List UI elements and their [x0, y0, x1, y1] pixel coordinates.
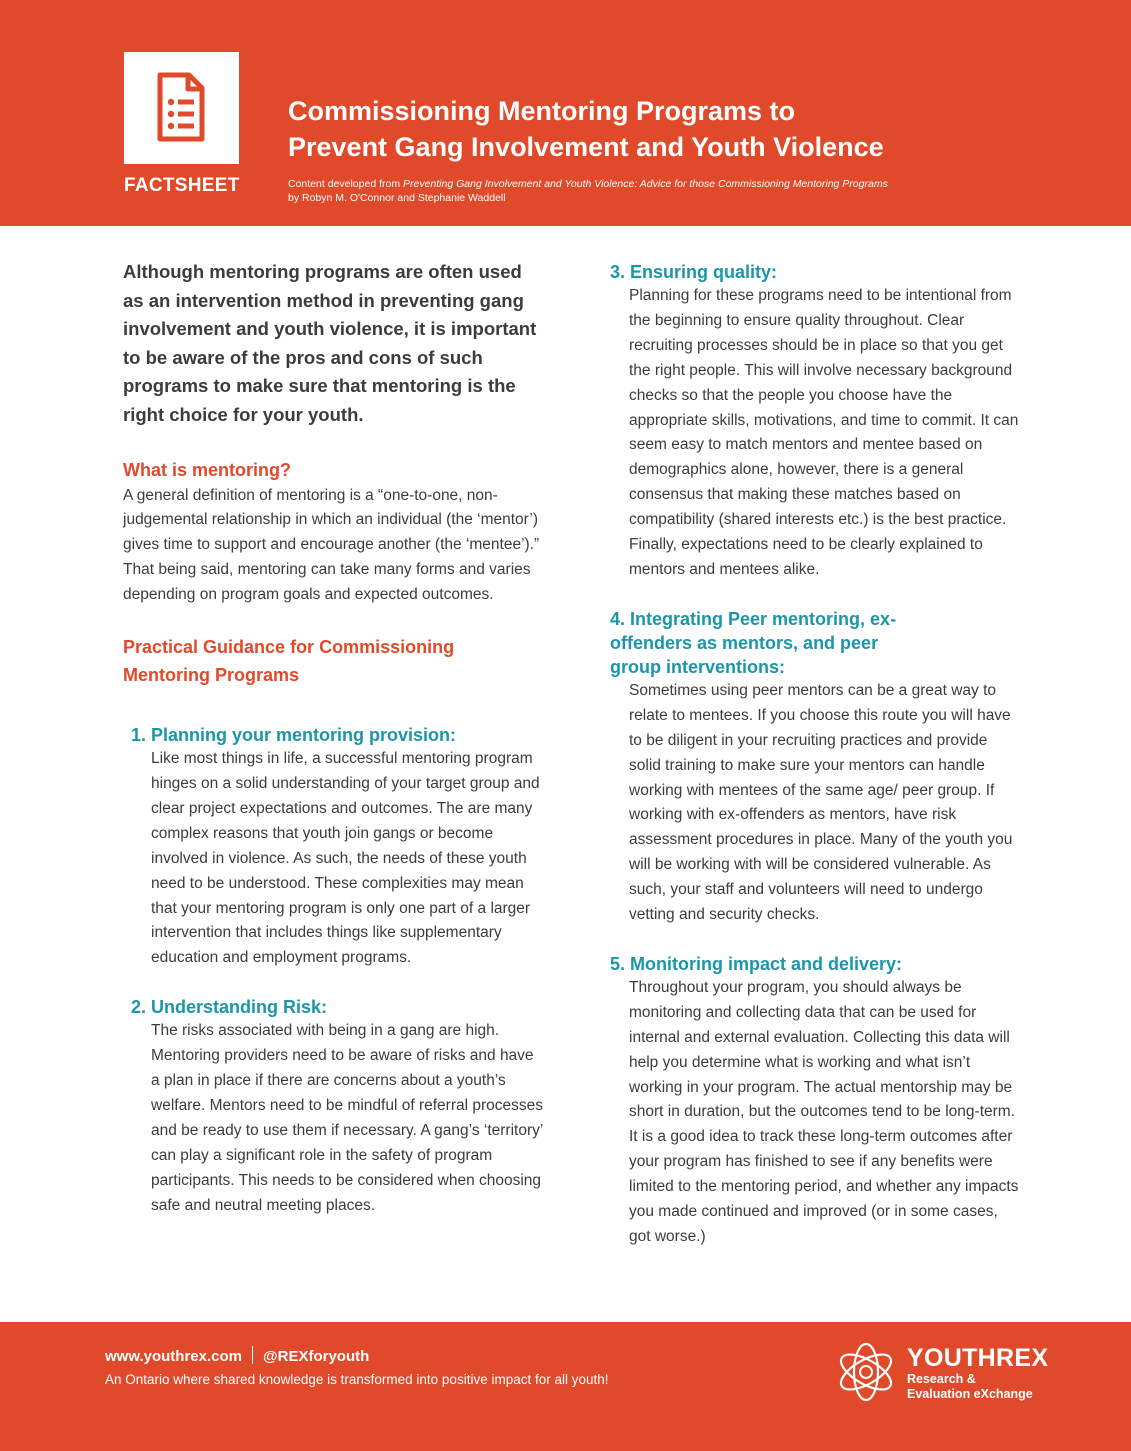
what-is-mentoring-heading: What is mentoring? — [123, 459, 291, 480]
document-list-icon — [157, 72, 205, 142]
credit-prefix: Content developed from — [288, 178, 403, 190]
logo-subtitle-line-2: Evaluation eXchange — [907, 1387, 1033, 1401]
logo-name: YOUTHREX — [907, 1344, 1049, 1372]
section-3-heading: 3. Ensuring quality: — [610, 262, 778, 282]
footer — [0, 1322, 1131, 1451]
logo-subtitle-line-1: Research & — [907, 1372, 976, 1386]
section-2-heading: 2. Understanding Risk: — [131, 997, 328, 1018]
footer-links — [105, 1346, 369, 1365]
section-5-heading: 5. Monitoring impact and delivery: — [610, 953, 903, 974]
page-title — [288, 93, 988, 165]
logo-subtitle — [907, 1372, 1033, 1402]
factsheet-icon-box — [124, 52, 239, 164]
credit-book-title: Preventing Gang Involvement and Youth Violence: Advice for those Commissioning Mentoring Programs — [403, 178, 888, 190]
what-is-mentoring-body: A general definition of mentoring is a “one-to-one, non-judgemental relationship in which an individual (the ‘mentor’) gives time to support and encourage another (the ‘mentee’).” That being said, mentoring can take many forms and varies depending on program goals and expected outcomes. — [123, 486, 540, 604]
footer-tagline: An Ontario where shared knowledge is transformed into positive impact for all youth! — [105, 1372, 609, 1387]
title-line-2: Prevent Gang Involvement and Youth Violence — [288, 132, 884, 162]
youthrex-orbit-logo-icon — [834, 1340, 898, 1404]
section-3-body: Planning for these programs need to be intentional from the beginning to ensure quality throughout. Clear recruiting processes should be in place so that you get the right people. This will involve necessary background checks so that the people you choose have the appropriate skills, motivations, and time to commit. It can seem easy to match mentors and mentee based on demographics alone, however, there is a general consensus that making these matches based on compatibility (shared interests etc.) is the best practice. Finally, expectations need to be clearly explained to mentors and mentees alike. — [629, 287, 1019, 578]
website-link[interactable]: www.youthrex.com — [105, 1348, 242, 1365]
title-line-1: Commissioning Mentoring Programs to — [288, 96, 796, 126]
header-banner — [0, 0, 1131, 226]
left-column — [123, 258, 543, 1219]
guidance-heading: Practical Guidance for Commissioning Mentoring Programs — [123, 637, 455, 686]
lead-paragraph: Although mentoring programs are often used as an intervention method in preventing gang involvement and youth violence, it is important to be aware of the pros and cons of such programs to make sure that mentoring is the right choice for your youth. — [123, 261, 537, 425]
source-credit — [288, 177, 1048, 205]
section-4-body: Sometimes using peer mentors can be a great way to relate to mentees. If you choose this route you will have to be diligent in your recruiting practices and provide solid training to make sure your mentors can handle working with mentees of the same age/ peer group. If working with ex-offenders as mentors, have risk assessment procedures in place. Many of the youth you will be working with will be considered vulnerable. As such, your staff and volunteers will need to undergo vetting and security checks. — [629, 681, 1013, 924]
section-4-heading: 4. Integrating Peer mentoring, ex-offenders as mentors, and peer group interventions: — [610, 608, 897, 677]
section-5-body: Throughout your program, you should always be monitoring and collecting data that can be used for internal and external evaluation. Collecting this data will help you determine what is working and what isn’t working in your program. The actual mentorship may be short in duration, but the outcomes tend to be long-term. It is a good idea to track these long-term outcomes after your program has finished to see if any benefits were limited to the mentoring period, and whether any impacts you made continued and improved (or in some cases, got worse.) — [629, 978, 1019, 1245]
twitter-link[interactable]: @REXforyouth — [262, 1348, 370, 1365]
section-1-body: Like most things in life, a successful mentoring program hinges on a solid understanding of your target group and clear project expectations and outcomes. The are many complex reasons that youth join gangs or become involved in violence. As such, the needs of these youth need to be understood. These complexities may mean that your mentoring program is only one part of a larger intervention that includes things like supplementary education and employment programs. — [151, 750, 540, 967]
credit-authors: by Robyn M. O'Connor and Stephanie Waddell — [288, 192, 506, 204]
link-divider — [252, 1346, 253, 1364]
section-1-heading: 1. Planning your mentoring provision: — [131, 725, 457, 746]
section-2-body: The risks associated with being in a gang are high. Mentoring providers need to be aware of risks and have a plan in place if there are concerns about a youth’s welfare. Mentors need to be mindful of referral processes and be ready to use them if necessary. A gang’s ‘territory’ can play a significant role in the safety of program participants. This needs to be considered when choosing safe and neutral meeting places. — [151, 1022, 543, 1214]
right-column — [610, 258, 1020, 1250]
factsheet-label: FACTSHEET — [124, 175, 240, 196]
